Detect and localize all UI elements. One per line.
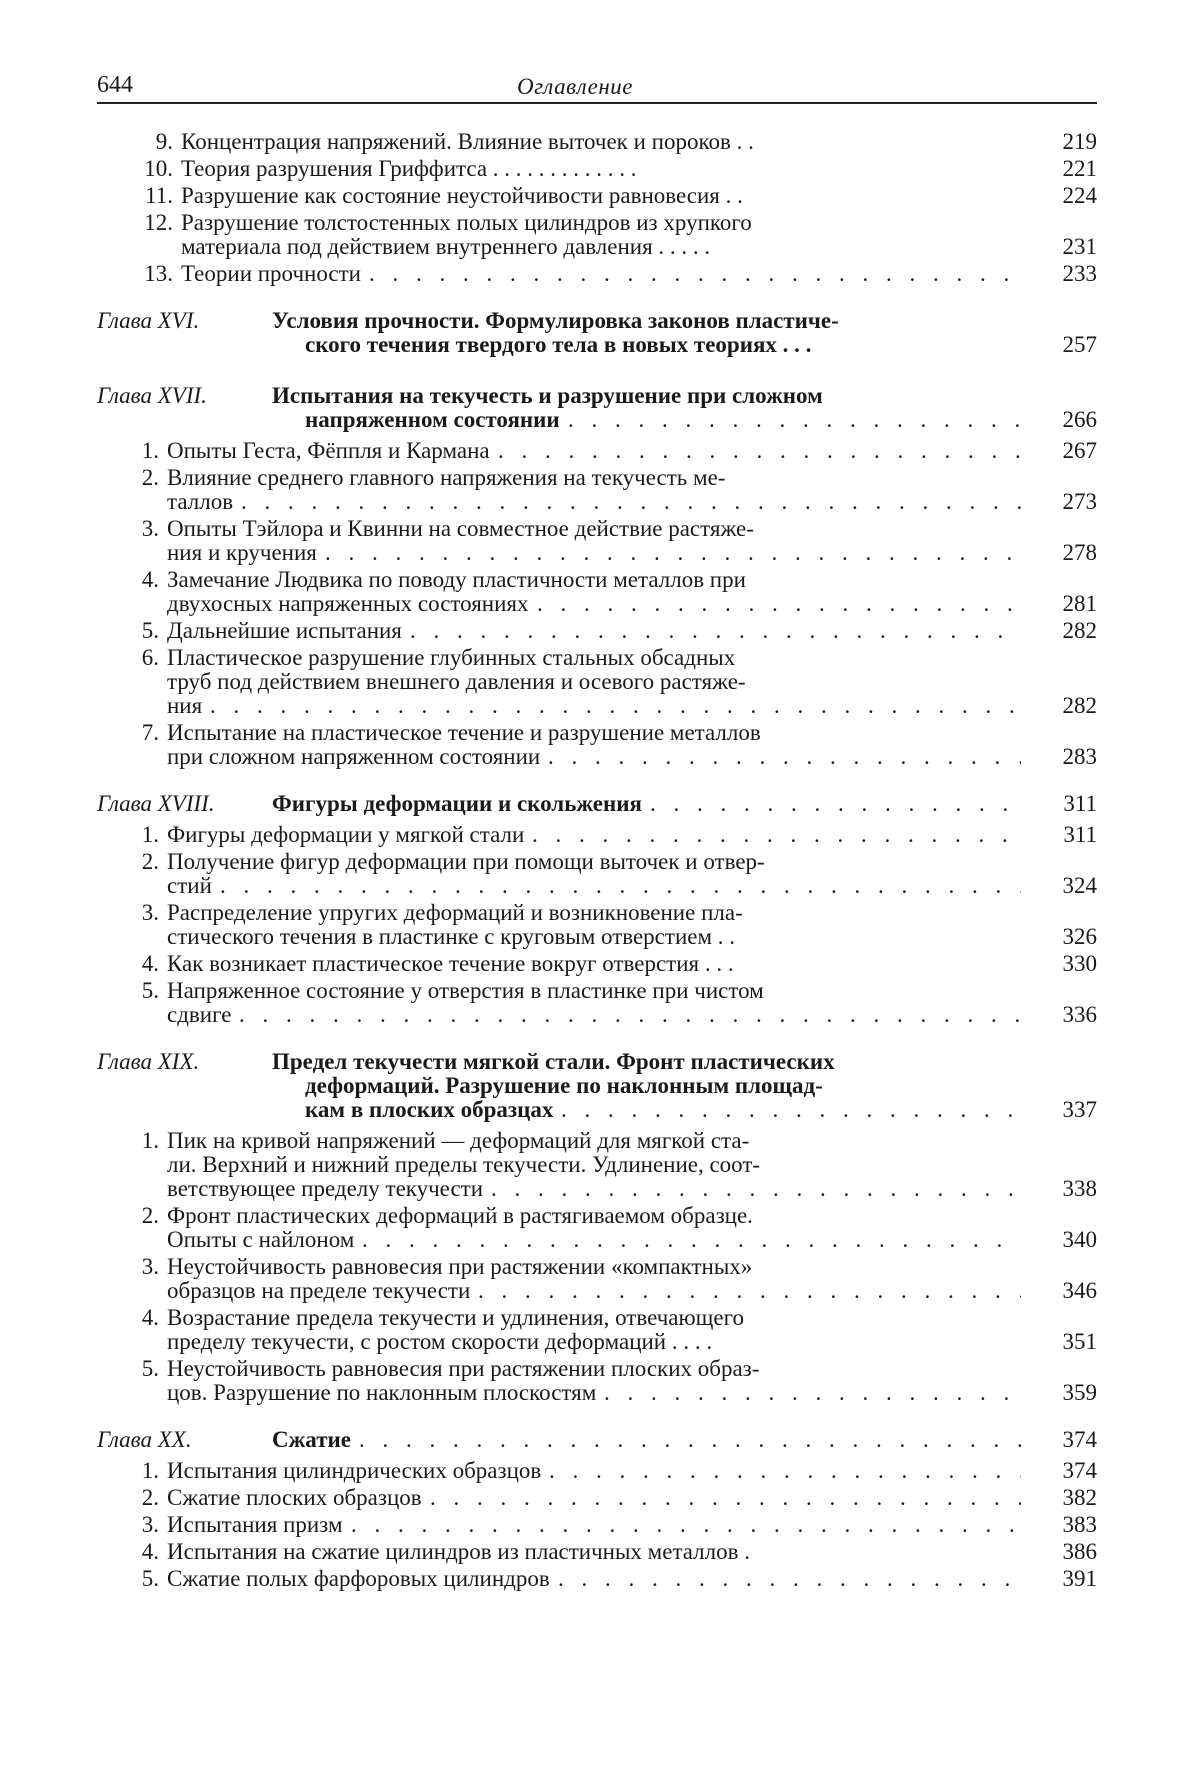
dot-leader bbox=[604, 1379, 1021, 1407]
dot-leader bbox=[568, 406, 1021, 434]
page-ref: 283 bbox=[1062, 744, 1097, 769]
section-title: ветствующее пределу текучести bbox=[167, 1176, 484, 1201]
page-ref: 281 bbox=[1062, 591, 1097, 616]
dot-leader bbox=[210, 692, 1021, 720]
toc-line bbox=[97, 923, 1097, 951]
section-title: Напряженное состояние у отверстия в пластинке при чистом bbox=[167, 978, 764, 1003]
toc-line bbox=[97, 1511, 1097, 1539]
toc-line bbox=[97, 539, 1097, 567]
chapter-title: Предел текучести мягкой стали. Фронт пластических bbox=[272, 1049, 835, 1074]
dot-leader bbox=[532, 821, 1021, 849]
page-ref: 346 bbox=[1062, 1278, 1097, 1303]
toc-line bbox=[97, 233, 1097, 261]
page-ref: 278 bbox=[1062, 540, 1097, 565]
section-title: таллов bbox=[167, 489, 234, 514]
section-title: Неустойчивость равновесия при растяжении «компактных» bbox=[167, 1254, 753, 1279]
page-ref: 374 bbox=[1062, 1458, 1097, 1483]
dot-leader bbox=[369, 260, 1021, 288]
dot-leader bbox=[241, 488, 1021, 516]
section-number: 9. bbox=[155, 129, 173, 154]
section-title: стий bbox=[167, 873, 212, 898]
section-title: Получение фигур деформации при помощи выточек и отвер- bbox=[167, 849, 765, 874]
toc-line bbox=[97, 128, 1097, 156]
section-number: 13. bbox=[144, 261, 173, 286]
section-title: Возрастание предела текучести и удлинения, отвечающего bbox=[167, 1305, 744, 1330]
chapter-label: Глава XVII. bbox=[97, 383, 207, 408]
chapter-title: Фигуры деформации и скольжения bbox=[272, 791, 642, 816]
chapter-title: ского течения твердого тела в новых теориях . . . bbox=[305, 332, 812, 357]
section-title: Теория разрушения Гриффитса . . . . . . . . . . . . . bbox=[181, 156, 637, 181]
toc-line bbox=[97, 1226, 1097, 1254]
dot-leader bbox=[220, 872, 1021, 900]
section-title: Сжатие плоских образцов bbox=[167, 1485, 422, 1510]
dot-leader bbox=[650, 790, 1021, 818]
dot-leader bbox=[498, 437, 1021, 465]
chapter-title: Испытания на текучесть и разрушение при сложном bbox=[272, 383, 823, 408]
page-ref: 267 bbox=[1062, 438, 1097, 463]
chapter-label: Глава XIX. bbox=[97, 1049, 200, 1074]
section-number: 3. bbox=[141, 1254, 159, 1279]
page-ref: 324 bbox=[1062, 873, 1097, 898]
page-ref: 391 bbox=[1062, 1566, 1097, 1591]
section-title: Распределение упругих деформаций и возникновение пла- bbox=[167, 900, 743, 925]
section-title: Испытания цилиндрических образцов bbox=[167, 1458, 542, 1483]
dot-leader bbox=[537, 590, 1021, 618]
toc-line bbox=[97, 692, 1097, 720]
chapter-title: напряженном состоянии bbox=[305, 407, 560, 432]
toc-line bbox=[97, 1175, 1097, 1203]
page-ref: 336 bbox=[1062, 1002, 1097, 1027]
section-number: 3. bbox=[141, 900, 159, 925]
dot-leader bbox=[239, 1001, 1021, 1029]
toc-line bbox=[97, 950, 1097, 978]
section-number: 1. bbox=[141, 1458, 159, 1483]
section-title: Влияние среднего главного напряжения на текучесть ме- bbox=[167, 465, 726, 490]
page-ref: 266 bbox=[1062, 407, 1097, 432]
toc-line bbox=[97, 488, 1097, 516]
section-title: Разрушение толстостенных полых цилиндров из хрупкого bbox=[181, 210, 752, 235]
section-number: 1. bbox=[141, 1128, 159, 1153]
dot-leader bbox=[325, 539, 1021, 567]
dot-leader bbox=[561, 1096, 1021, 1124]
section-title: образцов на пределе текучести bbox=[167, 1278, 471, 1303]
page-number: 644 bbox=[97, 72, 133, 98]
dot-leader bbox=[558, 1565, 1021, 1593]
section-number: 11. bbox=[145, 183, 173, 208]
header-rule bbox=[97, 102, 1097, 104]
toc-line bbox=[97, 1426, 1097, 1454]
toc-line bbox=[97, 821, 1097, 849]
page-ref: 340 bbox=[1062, 1227, 1097, 1252]
chapter-label: Глава XVIII. bbox=[97, 791, 215, 816]
page-ref: 382 bbox=[1062, 1485, 1097, 1510]
section-number: 4. bbox=[141, 951, 159, 976]
section-title: Испытания призм bbox=[167, 1512, 343, 1537]
toc-line bbox=[97, 590, 1097, 618]
dot-leader bbox=[549, 1457, 1021, 1485]
section-number: 5. bbox=[141, 1566, 159, 1591]
page-ref: 311 bbox=[1063, 822, 1097, 847]
section-title: цов. Разрушение по наклонным плоскостям bbox=[167, 1380, 597, 1405]
running-title: Оглавление bbox=[517, 74, 634, 99]
chapter-title: кам в плоских образцах bbox=[305, 1097, 554, 1122]
section-number: 5. bbox=[141, 978, 159, 1003]
section-number: 7. bbox=[141, 720, 159, 745]
page-ref: 326 bbox=[1062, 924, 1097, 949]
section-title: ли. Верхний и нижний пределы текучести. Удлинение, соот- bbox=[167, 1152, 761, 1177]
section-number: 4. bbox=[141, 567, 159, 592]
section-title: при сложном напряженном состоянии bbox=[167, 744, 541, 769]
page-ref: 386 bbox=[1062, 1539, 1097, 1564]
page-ref: 231 bbox=[1062, 234, 1097, 259]
toc-line bbox=[97, 331, 1097, 359]
section-number: 3. bbox=[141, 516, 159, 541]
page-ref: 383 bbox=[1062, 1512, 1097, 1537]
section-title: Как возникает пластическое течение вокруг отверстия . . . bbox=[167, 951, 734, 976]
section-title: ния и кручения bbox=[167, 540, 317, 565]
page-ref: 257 bbox=[1062, 332, 1097, 357]
section-title: двухосных напряженных состояниях bbox=[167, 591, 529, 616]
toc-line bbox=[97, 1538, 1097, 1566]
page-ref: 233 bbox=[1062, 261, 1097, 286]
section-title: Опыты Тэйлора и Квинни на совместное действие растяже- bbox=[167, 516, 754, 541]
section-number: 1. bbox=[141, 822, 159, 847]
section-title: Неустойчивость равновесия при растяжении плоских образ- bbox=[167, 1356, 760, 1381]
section-title: стического течения в пластинке с круговым отверстием . . bbox=[167, 924, 736, 949]
page-ref: 330 bbox=[1062, 951, 1097, 976]
page-ref: 282 bbox=[1062, 693, 1097, 718]
section-title: Концентрация напряжений. Влияние выточек и пороков . . bbox=[181, 129, 754, 154]
section-title: ния bbox=[167, 693, 203, 718]
toc-line bbox=[97, 1096, 1097, 1124]
dot-leader bbox=[548, 743, 1021, 771]
dot-leader bbox=[430, 1484, 1021, 1512]
section-number: 6. bbox=[141, 645, 159, 670]
toc-line bbox=[97, 1001, 1097, 1029]
chapter-label: Глава XX. bbox=[97, 1427, 192, 1452]
toc-line bbox=[97, 790, 1097, 818]
section-number: 4. bbox=[141, 1305, 159, 1330]
toc-line bbox=[97, 182, 1097, 210]
toc-line bbox=[97, 437, 1097, 465]
section-title: Опыты с найлоном bbox=[167, 1227, 355, 1252]
section-title: Замечание Людвика по поводу пластичности металлов при bbox=[167, 567, 746, 592]
chapter-title: Сжатие bbox=[272, 1427, 351, 1452]
toc-line bbox=[97, 406, 1097, 434]
toc-line bbox=[97, 155, 1097, 183]
dot-leader bbox=[362, 1226, 1021, 1254]
section-title: Теории прочности bbox=[181, 261, 361, 286]
dot-leader bbox=[410, 617, 1021, 645]
section-number: 4. bbox=[141, 1539, 159, 1564]
page-ref: 351 bbox=[1062, 1329, 1097, 1354]
chapter-label: Глава XVI. bbox=[97, 308, 200, 333]
page-ref: 273 bbox=[1062, 489, 1097, 514]
toc-line bbox=[97, 260, 1097, 288]
page-ref: 282 bbox=[1062, 618, 1097, 643]
toc-line bbox=[97, 872, 1097, 900]
dot-leader bbox=[478, 1277, 1021, 1305]
dot-leader bbox=[351, 1511, 1021, 1539]
toc-line bbox=[97, 1457, 1097, 1485]
section-number: 3. bbox=[141, 1512, 159, 1537]
chapter-title: Условия прочности. Формулировка законов пластиче- bbox=[272, 308, 839, 333]
section-number: 2. bbox=[141, 1485, 159, 1510]
section-number: 5. bbox=[141, 1356, 159, 1381]
section-number: 12. bbox=[144, 210, 173, 235]
section-title: Опыты Геста, Фёппля и Кармана bbox=[167, 438, 490, 463]
chapter-title: деформаций. Разрушение по наклонным площад- bbox=[305, 1073, 823, 1098]
section-number: 1. bbox=[141, 438, 159, 463]
section-title: Разрушение как состояние неустойчивости равновесия . . bbox=[181, 183, 743, 208]
dot-leader bbox=[359, 1426, 1021, 1454]
section-title: Пластическое разрушение глубинных стальных обсадных bbox=[167, 645, 736, 670]
section-title: Пик на кривой напряжений — деформаций для мягкой ста- bbox=[167, 1128, 750, 1153]
section-number: 2. bbox=[141, 1203, 159, 1228]
page-ref: 359 bbox=[1062, 1380, 1097, 1405]
section-title: труб под действием внешнего давления и осевого растяже- bbox=[167, 669, 746, 694]
section-title: Дальнейшие испытания bbox=[167, 618, 402, 643]
page-ref: 221 bbox=[1062, 156, 1097, 181]
page-header bbox=[97, 62, 1097, 102]
section-title: Фронт пластических деформаций в растягиваемом образце. bbox=[167, 1203, 753, 1228]
toc-line bbox=[97, 1565, 1097, 1593]
page-ref: 224 bbox=[1062, 183, 1097, 208]
section-number: 10. bbox=[144, 156, 173, 181]
section-number: 2. bbox=[141, 465, 159, 490]
page-ref: 374 bbox=[1062, 1427, 1097, 1452]
section-title: Фигуры деформации у мягкой стали bbox=[167, 822, 525, 847]
section-title: Сжатие полых фарфоровых цилиндров bbox=[167, 1566, 550, 1591]
section-title: сдвиге bbox=[167, 1002, 232, 1027]
section-title: Испытание на пластическое течение и разрушение металлов bbox=[167, 720, 761, 745]
page-ref: 338 bbox=[1062, 1176, 1097, 1201]
section-number: 5. bbox=[141, 618, 159, 643]
toc-line bbox=[97, 1328, 1097, 1356]
toc-line bbox=[97, 1277, 1097, 1305]
page-ref: 337 bbox=[1062, 1097, 1097, 1122]
section-title: Испытания на сжатие цилиндров из пластичных металлов . bbox=[167, 1539, 750, 1564]
toc-line bbox=[97, 1379, 1097, 1407]
toc-line bbox=[97, 617, 1097, 645]
dot-leader bbox=[491, 1175, 1021, 1203]
toc-line bbox=[97, 1484, 1097, 1512]
section-title: пределу текучести, с ростом скорости деформаций . . . . bbox=[167, 1329, 713, 1354]
page-ref: 311 bbox=[1063, 791, 1097, 816]
toc-line bbox=[97, 743, 1097, 771]
section-title: материала под действием внутреннего давления . . . . . bbox=[181, 234, 711, 259]
section-number: 2. bbox=[141, 849, 159, 874]
page-ref: 219 bbox=[1062, 129, 1097, 154]
